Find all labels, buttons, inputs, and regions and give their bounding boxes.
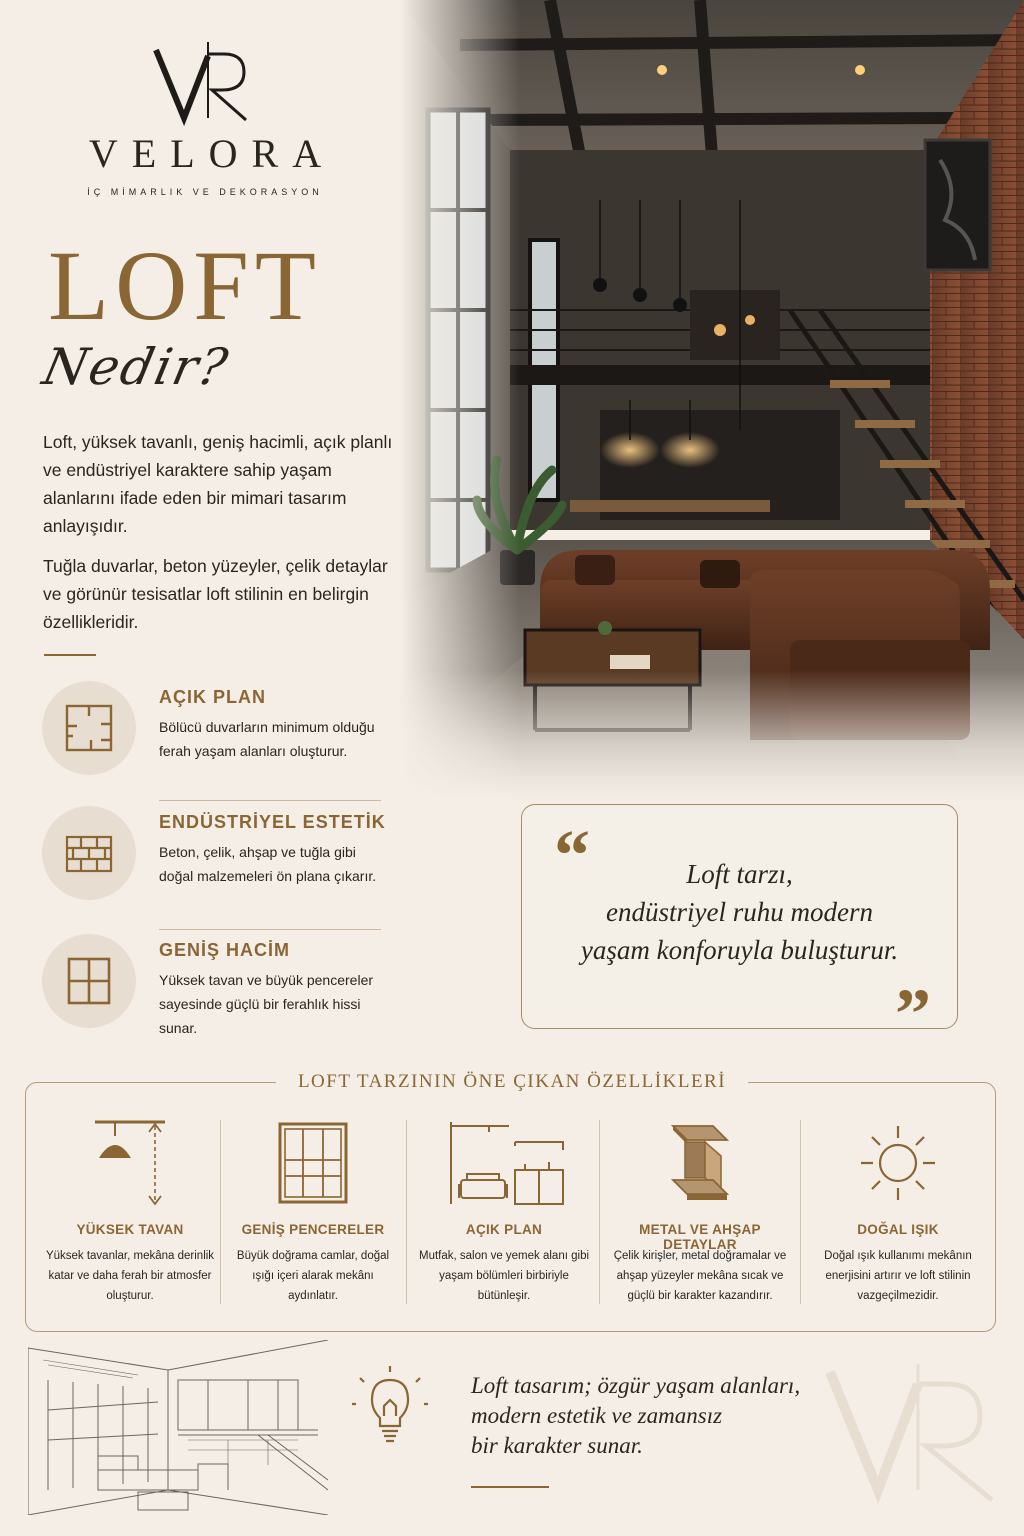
- closing-line: bir karakter sunar.: [471, 1433, 643, 1458]
- hero-loft-interior-image: [400, 0, 1024, 800]
- quote-box: [521, 804, 958, 1054]
- feature-industrial-aesthetic: [42, 806, 387, 926]
- divider: [159, 800, 381, 801]
- feature-icon-circle: [42, 934, 136, 1028]
- highlight-description: Çelik kirişler, metal doğramalar ve ahşap yüzeyler mekâna sıcak ve güçlü bir karakter kazandırır.: [613, 1250, 787, 1302]
- steel-beam-icon: [655, 1118, 745, 1208]
- highlight-description: Mutfak, salon ve yemek alanı gibi yaşam bölümleri birbiriyle bütünleşir.: [418, 1250, 590, 1302]
- floor-plan-icon: [63, 702, 115, 754]
- feature-description: Yüksek tavan ve büyük pencereler sayesinde güçlü bir ferahlık hissi sunar.: [159, 972, 374, 1036]
- feature-icon-circle: [42, 681, 136, 775]
- closing-line: modern estetik ve zamansız: [471, 1403, 723, 1428]
- highlight-title: DOĞAL IŞIK: [857, 1222, 939, 1237]
- sun-icon: [853, 1118, 943, 1208]
- divider: [471, 1486, 549, 1488]
- feature-title: ENDÜSTRİYEL ESTETİK: [159, 812, 386, 832]
- quote-text: [522, 855, 957, 969]
- highlight-high-ceiling: [40, 1118, 220, 1308]
- window-icon: [63, 955, 115, 1007]
- highlight-metal-wood: [605, 1118, 795, 1308]
- divider: [800, 1120, 801, 1304]
- highlight-description: Büyük doğrama camlar, doğal ışığı içeri alarak mekânı aydınlatır.: [236, 1250, 390, 1302]
- quote-line: Loft tarzı,: [686, 859, 793, 889]
- highlight-large-windows: [232, 1118, 394, 1308]
- feature-wide-volume: [42, 934, 387, 1054]
- pendant-lamp-icon: [85, 1118, 175, 1208]
- highlights-title: [0, 1071, 1024, 1093]
- highlight-title: GENİŞ PENCERELER: [241, 1222, 385, 1237]
- open-plan-icon: [439, 1118, 569, 1208]
- intro-text: [43, 428, 403, 636]
- brand-name: VELORA: [88, 131, 336, 176]
- highlight-description: Doğal ışık kullanımı mekânın enerjisini artırır ve loft stilinin vazgeçilmezidir.: [824, 1250, 972, 1302]
- highlight-title: YÜKSEK TAVAN: [76, 1222, 184, 1237]
- divider: [159, 929, 381, 930]
- intro-paragraph-1: Loft, yüksek tavanlı, geniş hacimli, açık planlı ve endüstriyel karaktere sahip yaşam alanlarını ifade eden bir mimari tasarım anlayışıdır.: [43, 432, 393, 536]
- brick-wall-icon: [63, 827, 115, 879]
- closing-statement: [471, 1371, 851, 1461]
- highlight-natural-light: [808, 1118, 988, 1308]
- divider: [220, 1120, 221, 1304]
- quote-close-icon: ”: [895, 974, 931, 1054]
- vr-monogram-icon: [150, 38, 260, 128]
- highlight-title: AÇIK PLAN: [465, 1222, 543, 1237]
- feature-title: AÇIK PLAN: [159, 687, 266, 707]
- quote-line: yaşam konforuyla buluşturur.: [580, 935, 899, 965]
- intro-paragraph-2: Tuğla duvarlar, beton yüzeyler, çelik detaylar ve görünür tesisatlar loft stilinin en belirgin özellikleridir.: [43, 556, 388, 632]
- divider: [406, 1120, 407, 1304]
- quote-open-icon: “: [554, 815, 590, 895]
- large-window-icon: [268, 1118, 358, 1208]
- page-subtitle: Nedir?: [37, 338, 235, 396]
- brand-logo: [60, 38, 350, 197]
- feature-icon-circle: [42, 806, 136, 900]
- feature-description: Beton, çelik, ahşap ve tuğla gibi doğal malzemeleri ön plana çıkarır.: [159, 844, 377, 884]
- feature-title: GENİŞ HACİM: [159, 940, 291, 960]
- highlight-open-plan: [414, 1118, 594, 1308]
- lightbulb-icon: [352, 1366, 428, 1446]
- vr-watermark-logo: [822, 1360, 1012, 1510]
- feature-description: Bölücü duvarların minimum olduğu ferah yaşam alanları oluşturur.: [159, 719, 375, 759]
- quote-line: endüstriyel ruhu modern: [606, 897, 873, 927]
- brand-tagline: İÇ MİMARLIK VE DEKORASYON: [87, 187, 323, 197]
- divider: [44, 654, 96, 656]
- loft-sketch-illustration: [28, 1340, 328, 1515]
- highlight-title: METAL VE AHŞAP DETAYLAR: [639, 1222, 761, 1252]
- page-title: LOFT: [48, 230, 322, 341]
- feature-open-plan: [42, 681, 387, 801]
- divider: [599, 1120, 600, 1304]
- highlight-description: Yüksek tavanlar, mekâna derinlik katar ve daha ferah bir atmosfer oluşturur.: [45, 1250, 215, 1302]
- hero-fade-bottom: [400, 670, 1024, 800]
- highlights-title-text: LOFT TARZININ ÖNE ÇIKAN ÖZELLİKLERİ: [276, 1071, 748, 1092]
- closing-line: Loft tasarım; özgür yaşam alanları,: [471, 1373, 801, 1398]
